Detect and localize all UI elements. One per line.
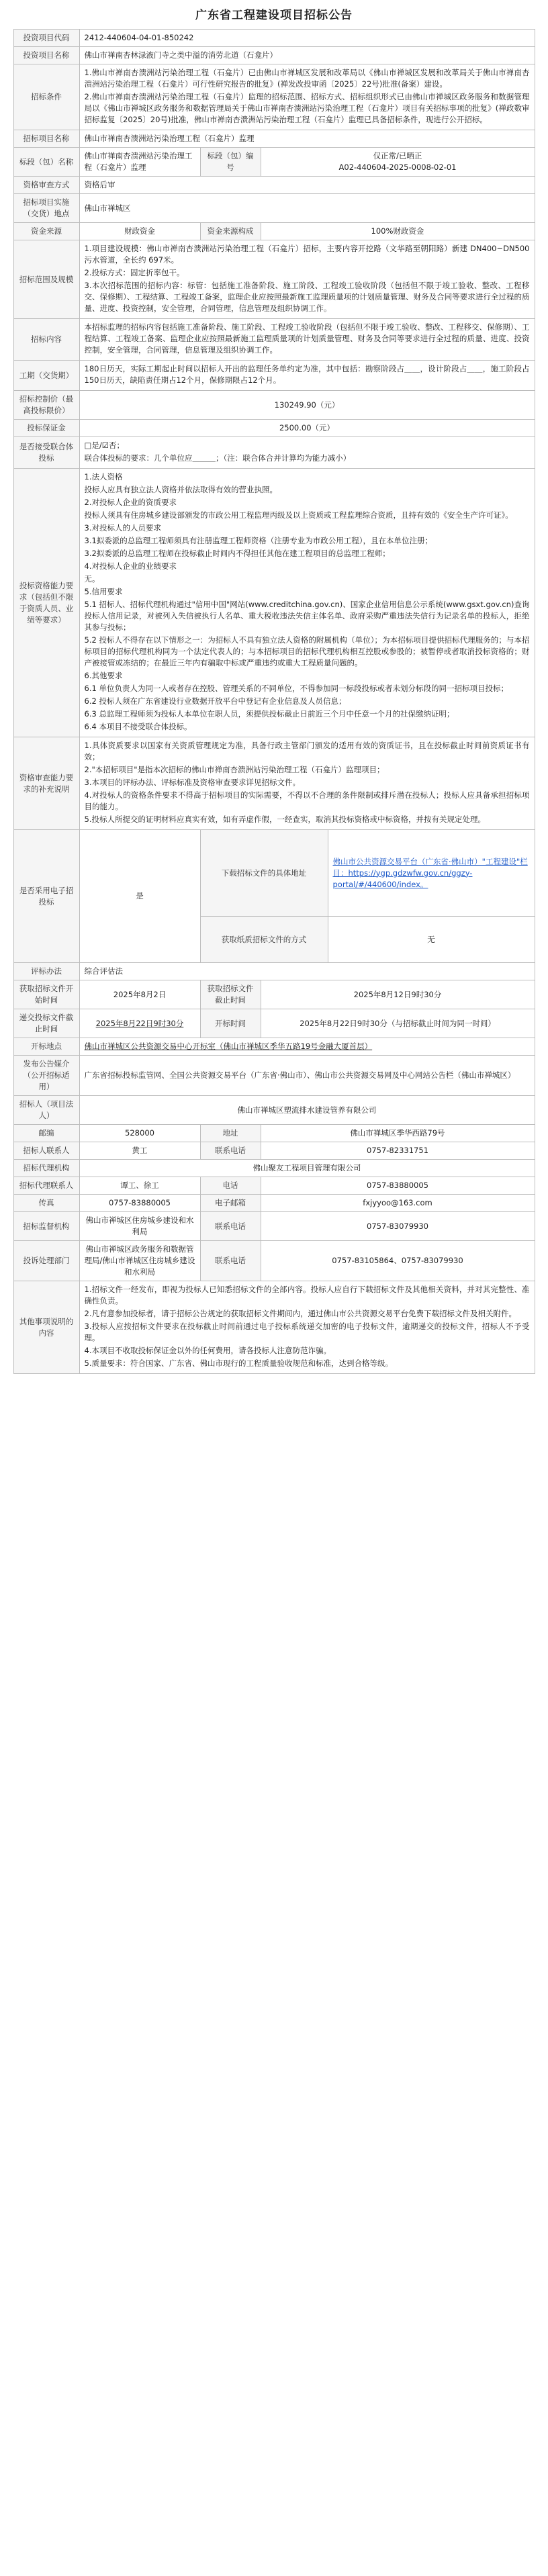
label-bidder-req: 投标资格能力要求（包括但不限于资质人员、业绩等要求） xyxy=(13,469,79,737)
duration-value xyxy=(79,361,535,391)
row-consortium xyxy=(13,437,535,469)
project-code-value: 2412-440604-04-01-850242 xyxy=(79,30,535,47)
consortium-note: 联合体投标的要求：几个单位应＿＿＿；（注：联合体合并计算均为能力减小） xyxy=(84,453,351,463)
open-place-text: 佛山市禅城区公共资源交易中心开标室（佛山市禅城区季华五路19号金融大厦首层） xyxy=(84,1042,373,1051)
label-agency: 招标代理机构 xyxy=(13,1160,79,1177)
approval-para-1: 1.佛山市禅南杏溃洲站污染治理工程（石龛片）已由佛山市禅城区发展和改革局以《佛山市禅城区发展和改革局关于佛山市禅南杏溃洲站污染治理工程（石龛片）可行性研究报告的批复》(禅发改投审函〔2025〕22号)批准(备案）建设。 xyxy=(84,68,530,89)
row-agency-contact xyxy=(13,1177,535,1195)
row-content xyxy=(13,319,535,361)
row-project-name xyxy=(13,47,535,64)
bidder-req-line: 3.2拟委派的总监理工程师在投标截止时间内不得担任其他在建工程项目的总监理工程师； xyxy=(84,549,390,558)
label-other-notes: 其他事项说明的内容 xyxy=(13,1281,79,1374)
row-handling xyxy=(13,1241,535,1281)
label-deposit: 投标保证金 xyxy=(13,420,79,437)
label-download-site: 下载招标文件的具体地址 xyxy=(200,830,328,917)
row-scope xyxy=(13,240,535,319)
label-download-method: 获取纸质招标文件的方式 xyxy=(200,917,328,963)
label-duration: 工期（交货期） xyxy=(13,361,79,391)
label-open-place: 开标地点 xyxy=(13,1038,79,1056)
other-req-line: 4.对投标人的资格条件要求不得高于招标项目的实际需要，不得以不合理的条件限制或排斥潜在投标人；投标人应具备承担招标项目的能力。 xyxy=(84,790,530,811)
consortium-options: □是/☑否； xyxy=(84,441,125,450)
content-value xyxy=(79,319,535,361)
supervision-value: 佛山市禅城区住房城乡建设和水利局 xyxy=(79,1212,200,1241)
label-get-doc-end: 获取招标文件截止时间 xyxy=(200,980,261,1009)
other-req-line: 2."本招标项目"是指本次招标的佛山市禅南杏溃洲站污染治理工程（石龛片）监理项目； xyxy=(84,765,385,774)
other-req-line: 3.本项目的评标办法、评标标准及资格审查要求详见招标文件。 xyxy=(84,778,300,787)
tender-name-value: 佛山市禅南杏溃洲站污染治理工程（石龛片）监理 xyxy=(79,130,535,148)
other-note-line: 3.投标人应按招标文件要求在投标截止时间前通过电子投标系统递交加密的电子投标文件，逾期递交的投标文件，招标人不予受理。 xyxy=(84,1322,530,1342)
handling-phone-value: 0757-83105864、0757-83079930 xyxy=(261,1241,535,1281)
duration-para: 180日历天，实际工期起止时间以招标人开出的监理任务单约定为准，其中包括：勘察阶段占＿＿，设计阶段占＿＿，施工阶段占150日历天，缺陷责任期占12个月，保修期限占12个月。 xyxy=(84,364,530,385)
label-deadline: 递交投标文件截止时间 xyxy=(13,1009,79,1038)
row-project-code xyxy=(13,30,535,47)
row-other-notes xyxy=(13,1281,535,1374)
row-eval-method xyxy=(13,963,535,980)
other-notes-value xyxy=(79,1281,535,1374)
label-content: 招标内容 xyxy=(13,319,79,361)
label-postcode: 邮编 xyxy=(13,1125,79,1142)
tenderer-value: 佛山市禅城区塑流排水建设管养有限公司 xyxy=(79,1096,535,1125)
limit-price-value: 130249.90（元） xyxy=(79,391,535,420)
other-req-line: 1.具体资质要求以国家有关资质管理规定为准，具备行政主管部门颁发的适用有效的资质证书，且在投标截止时间前资质证书有效； xyxy=(84,741,530,762)
other-req-value xyxy=(79,737,535,830)
label-fax: 传真 xyxy=(13,1195,79,1212)
label-tenderer: 招标人（项目法人） xyxy=(13,1096,79,1125)
label-other-req: 资格审查能力要求的补充说明 xyxy=(13,737,79,830)
label-contact: 招标人联系人 xyxy=(13,1142,79,1160)
bidder-req-line: 5.1 招标人、招标代理机构通过"信用中国"网站(www.creditchina.gov.cn)、国家企业信用信息公示系统(www.gsxt.gov.cn)查询投标人信用记录，对被列入失信被执行人名单、重大税收违法失信主体名单、政府采购严重违法失信行为记录名单的投标人，拒绝其参与投标； xyxy=(84,600,530,632)
row-ebid-download xyxy=(13,830,535,917)
row-location xyxy=(13,194,535,223)
row-contact xyxy=(13,1142,535,1160)
bidder-req-line: 投标人应具有独立法人资格并依法取得有效的营业执照。 xyxy=(84,485,277,494)
label-project-code: 投资项目代码 xyxy=(13,30,79,47)
label-address: 地址 xyxy=(200,1125,261,1142)
other-note-line: 5.质量要求：符合国家、广东省、佛山市现行的工程质量验收规范和标准，达到合格等级。 xyxy=(84,1359,393,1368)
label-email: 电子邮箱 xyxy=(200,1195,261,1212)
scope-para-1: 1.项目建设规模：佛山市禅南杏溃洲站污染治理工程（石龛片）招标，主要内容开挖路（文华路至朝阳路）新建 DN400~DN500污水管道，全长约 697米。 xyxy=(84,244,530,265)
bidder-req-line: 3.对投标人的人员要求 xyxy=(84,523,161,533)
other-req-line: 5.投标人所提交的证明材料应真实有效，如有弄虚作假，一经查实，取消其投标资格或中标资格，并按有关规定处理。 xyxy=(84,815,486,824)
label-agency-contact: 招标代理联系人 xyxy=(13,1177,79,1195)
scope-para-2: 2.投标方式：固定折率包干。 xyxy=(84,268,185,277)
media-value: 广东省招标投标监管网、全国公共资源交易平台（广东省·佛山市）、佛山市公共资源交易网及中心网站公告栏（佛山市禅城区） xyxy=(79,1056,535,1096)
row-duration xyxy=(13,361,535,391)
get-doc-end-value: 2025年8月12日9时30分 xyxy=(261,980,535,1009)
row-deposit xyxy=(13,420,535,437)
label-approval: 招标条件 xyxy=(13,64,79,130)
fund-ratio-value: 100%财政资金 xyxy=(261,223,535,240)
open-time-value: 2025年8月22日9时30分（与招标截止时间为同一时间） xyxy=(261,1009,535,1038)
row-postcode-address xyxy=(13,1125,535,1142)
download-site-value xyxy=(328,830,535,917)
other-note-line: 1.招标文件一经发布，即视为投标人已知悉招标文件的全部内容。投标人应自行下载招标文件及其他相关资料，并对其完整性、准确性负责。 xyxy=(84,1285,530,1305)
qual-review-value: 资格后审 xyxy=(79,177,535,194)
postcode-value: 528000 xyxy=(79,1125,200,1142)
section-note: 仅正常/已晒正 xyxy=(373,151,422,160)
label-handling: 投诉处理部门 xyxy=(13,1241,79,1281)
row-doc-times xyxy=(13,980,535,1009)
row-tender-name xyxy=(13,130,535,148)
deadline-text: 2025年8月22日9时30分 xyxy=(95,1018,184,1028)
approval-para-2: 2.佛山市禅南杏溃洲站污染治理工程（石龛片）监理的招标范围、招标方式、招标组织形式已由佛山市禅城区政务服务和数据管理局以《佛山市禅城区政务服务和数据管理局关于佛山市禅南杏溃洲站污染治理工程（石龛片）项目有关招标事项的批复》(禅政数审招标监复〔2025〕20号)批准，佛山市禅南杏溃洲站污染治理工程（石龛片）监理已具备招标条件，现进行公开招标。 xyxy=(84,92,530,124)
label-limit-price: 招标控制价（最高投标限价） xyxy=(13,391,79,420)
label-e-bid: 是否采用电子招投标 xyxy=(13,830,79,963)
page-title: 广东省工程建设项目招标公告 xyxy=(195,9,353,22)
fund-source-value: 财政资金 xyxy=(79,223,200,240)
content-para: 本招标监理的招标内容包括施工准备阶段、施工阶段、工程竣工验收阶段（包括但不限于竣工验收、整改、工程移交、保修期）、工程结算、工程竣工备案、监理企业应按照最新施工监理质量项的计划质量管理、财务及合同等要求进行全过程的质量、进度、投资控制，安全管理，合同管理，信息管理及组织协调工作。 xyxy=(84,322,530,355)
agency-contact-value: 谭工、徐工 xyxy=(79,1177,200,1195)
bidder-req-line: 6.4 本项目不接受联合体投标。 xyxy=(84,722,192,731)
row-other-req xyxy=(13,737,535,830)
email-value: fxjyyoo@163.com xyxy=(261,1195,535,1212)
contact-value: 黄工 xyxy=(79,1142,200,1160)
download-method-value: 无 xyxy=(328,917,535,963)
label-project-name: 投资项目名称 xyxy=(13,47,79,64)
handling-value: 佛山市禅城区政务服务和数据管理局/佛山市禅城区住房城乡建设和水利局 xyxy=(79,1241,200,1281)
announcement-table xyxy=(13,29,535,1374)
other-note-line: 2.凡有意参加投标者，请于招标公告规定的获取招标文件期间内，通过佛山市公共资源交易平台免费下载招标文件及相关附件。 xyxy=(84,1309,516,1318)
open-place-value xyxy=(79,1038,535,1056)
deadline-value xyxy=(79,1009,200,1038)
section-name-value: 佛山市禅南杏溃洲站污染治理工程（石龛片）监理 xyxy=(79,148,200,177)
row-section xyxy=(13,148,535,177)
row-bidder-req xyxy=(13,469,535,737)
e-bid-value: 是 xyxy=(79,830,200,963)
download-site-link[interactable]: 佛山市公共资源交易平台（广东省·佛山市）"工程建设"栏目：https://ygp.gdzwfw.gov.cn/ggzy-portal/#/440600/index。 xyxy=(332,856,528,889)
other-note-line: 4.本项目不收取投标保证金以外的任何费用，请各投标人注意防范诈骗。 xyxy=(84,1346,331,1355)
row-fax-email xyxy=(13,1195,535,1212)
row-agency xyxy=(13,1160,535,1177)
label-eval-method: 评标办法 xyxy=(13,963,79,980)
row-supervision xyxy=(13,1212,535,1241)
bidder-req-line: 6.2 投标人须在广东省建设行业数据开放平台中登记有企业信息及人员信息； xyxy=(84,696,347,706)
label-qual-review: 资格审查方式 xyxy=(13,177,79,194)
bidder-req-line: 6.3 总监理工程师须为投标人本单位在职人员，须提供投标截止日前近三个月中任意一个月的社保缴纳证明； xyxy=(84,709,455,719)
bidder-req-line: 4.对投标人企业的业绩要求 xyxy=(84,561,177,571)
label-get-doc-start: 获取招标文件开始时间 xyxy=(13,980,79,1009)
label-section-code: 标段（包）编号 xyxy=(200,148,261,177)
row-deadline-open xyxy=(13,1009,535,1038)
row-media xyxy=(13,1056,535,1096)
label-consortium: 是否接受联合体投标 xyxy=(13,437,79,469)
bidder-req-line: 5.信用要求 xyxy=(84,587,123,596)
address-value: 佛山市禅城区季华西路79号 xyxy=(261,1125,535,1142)
consortium-value xyxy=(79,437,535,469)
label-location: 招标项目实施（交货）地点 xyxy=(13,194,79,223)
location-value: 佛山市禅城区 xyxy=(79,194,535,223)
bidder-req-line: 2.对投标人企业的资质要求 xyxy=(84,498,177,507)
phone-value: 0757-82331751 xyxy=(261,1142,535,1160)
supervision-phone-value: 0757-83079930 xyxy=(261,1212,535,1241)
bidder-req-line: 投标人须具有住房城乡建设部颁发的市政公用工程监理丙级及以上资质或工程监理综合资质，且持有效的《安全生产许可证》。 xyxy=(84,510,513,520)
label-tender-name: 招标项目名称 xyxy=(13,130,79,148)
label-handling-phone: 联系电话 xyxy=(200,1241,261,1281)
label-phone: 联系电话 xyxy=(200,1142,261,1160)
project-name-value: 佛山市禅南杏林渌液门寺之类中溢的消劳北道（石龛片） xyxy=(79,47,535,64)
deposit-value: 2500.00（元） xyxy=(79,420,535,437)
announcement-page xyxy=(0,5,548,1387)
eval-method-value: 综合评估法 xyxy=(79,963,535,980)
label-supervision-phone: 联系电话 xyxy=(200,1212,261,1241)
label-open-time: 开标时间 xyxy=(200,1009,261,1038)
bidder-req-line: 1.法人资格 xyxy=(84,472,123,481)
row-qual-review xyxy=(13,177,535,194)
label-scope: 招标范围及规模 xyxy=(13,240,79,319)
get-doc-start-value: 2025年8月2日 xyxy=(79,980,200,1009)
bidder-req-line: 3.1拟委派的总监理工程师须具有注册监理工程师资格（注册专业为市政公用工程），且在本单位注册； xyxy=(84,536,433,545)
agency-value: 佛山聚友工程项目管理有限公司 xyxy=(79,1160,535,1177)
label-section-name: 标段（包）名称 xyxy=(13,148,79,177)
label-fund-ratio: 资金来源构成 xyxy=(200,223,261,240)
row-tenderer xyxy=(13,1096,535,1125)
label-media: 发布公告媒介（公开招标适用） xyxy=(13,1056,79,1096)
bidder-req-line: 6.其他要求 xyxy=(84,671,123,680)
row-approval xyxy=(13,64,535,130)
bidder-req-line: 5.2 投标人不得存在以下情形之一：为招标人不具有独立法人资格的附属机构（单位）；为本招标项目提供招标代理服务的；与本招标项目的招标代理机构同为一个法定代表人的；与本招标项目的招标代理机构相互控股或参股的；被暂停或者取消投标资格的；财产被接管或冻结的；在最近三年内有骗取中标或严重违约或重大工程质量问题的。 xyxy=(84,635,530,668)
agency-phone-value: 0757-83880005 xyxy=(261,1177,535,1195)
bidder-req-line: 6.1 单位负责人为同一人或者存在控股、管理关系的不同单位，不得参加同一标段投标或者未划分标段的同一招标项目投标； xyxy=(84,684,508,693)
label-agency-phone: 电话 xyxy=(200,1177,261,1195)
row-limit-price xyxy=(13,391,535,420)
row-fund xyxy=(13,223,535,240)
bidder-req-value xyxy=(79,469,535,737)
scope-value xyxy=(79,240,535,319)
fax-value: 0757-83880005 xyxy=(79,1195,200,1212)
bidder-req-line: 无。 xyxy=(84,574,100,584)
label-fund-source: 资金来源 xyxy=(13,223,79,240)
label-supervision: 招标监督机构 xyxy=(13,1212,79,1241)
scope-para-3: 3.本次招标范围的招标内容：标管：包括施工准备阶段、施工阶段、工程竣工验收阶段（包括但不限于竣工验收、整改、工程移交、保修期）、工程结算、工程竣工备案，监理企业应按照最新施工监理质量项的计划质量管理、财务及合同等要求进行全过程的质量、进度、投资控制，安全管理，合同管理，信息管理及组织协调工作。 xyxy=(84,281,530,313)
section-code-value: A02-440604-2025-0008-02-01 xyxy=(338,163,457,172)
row-open-place xyxy=(13,1038,535,1056)
section-code-cell xyxy=(261,148,535,177)
approval-value xyxy=(79,64,535,130)
